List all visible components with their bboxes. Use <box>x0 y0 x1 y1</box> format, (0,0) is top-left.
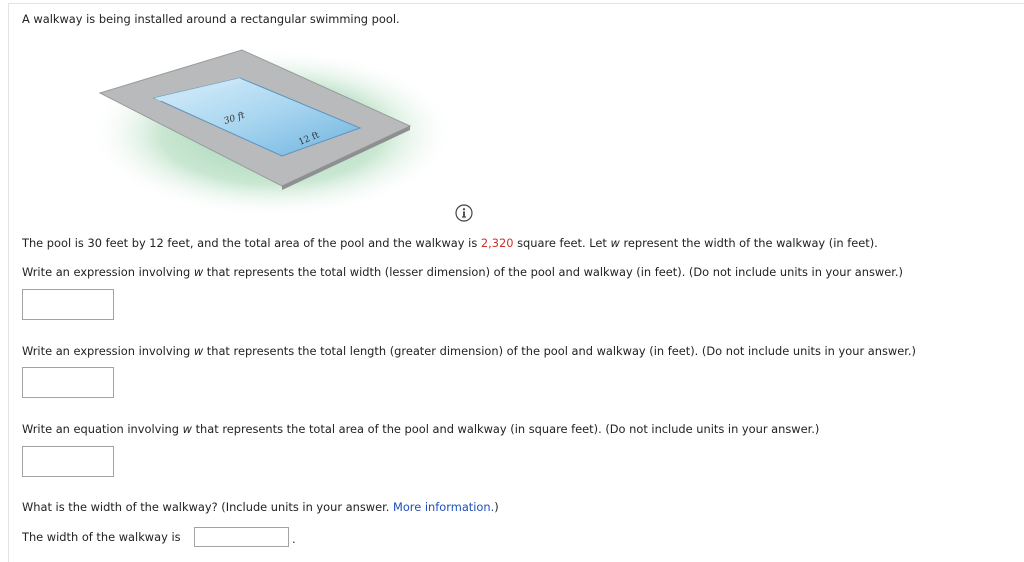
problem-text-1: The pool is 30 feet by 12 feet, and the total area of the pool and the walkway is <box>22 236 481 250</box>
question-3-pre: Write an equation involving <box>22 422 183 436</box>
panel-top-border <box>8 3 1024 4</box>
question-3-variable: w <box>182 422 192 436</box>
question-3-post: that represents the total area of the pool and walkway (in square feet). (Do not include units in your answer.) <box>191 422 820 436</box>
question-3 <box>22 422 819 436</box>
pool-figure <box>92 48 462 223</box>
answer-line-label: The width of the walkway is <box>22 530 181 544</box>
total-area-value: 2,320 <box>480 236 514 250</box>
problem-variable: w <box>610 236 620 250</box>
final-question <box>22 500 499 514</box>
more-information-link[interactable]: More information. <box>393 500 495 514</box>
problem-text-2: square feet. Let <box>513 236 611 250</box>
pool-length-label: 30 ft <box>222 110 247 127</box>
final-question-text: What is the width of the walkway? (Include units in your answer. <box>22 500 394 514</box>
question-2-pre: Write an expression involving <box>22 344 194 358</box>
problem-statement <box>22 236 878 250</box>
pool-width-label: 12 ft <box>297 130 321 148</box>
total-area-equation-input[interactable] <box>22 446 114 477</box>
question-1-post: that represents the total width (lesser dimension) of the pool and walkway (in feet). (Do not include units in your answer.) <box>203 265 903 279</box>
question-1 <box>22 265 903 279</box>
question-2-post: that represents the total length (greater dimension) of the pool and walkway (in feet). (Do not include units in your answer.) <box>203 344 916 358</box>
panel-left-border <box>8 3 9 562</box>
problem-text-3: represent the width of the walkway (in feet). <box>619 236 878 250</box>
question-1-pre: Write an expression involving <box>22 265 194 279</box>
walkway-width-input[interactable] <box>194 527 289 547</box>
total-width-input[interactable] <box>22 289 114 320</box>
answer-line-period: . <box>292 532 296 546</box>
final-question-close: ) <box>494 500 499 514</box>
question-2 <box>22 344 916 358</box>
intro-text: A walkway is being installed around a rectangular swimming pool. <box>22 12 400 26</box>
total-length-input[interactable] <box>22 367 114 398</box>
question-2-variable: w <box>193 344 204 358</box>
question-1-variable: w <box>193 265 204 279</box>
info-icon[interactable] <box>455 204 473 222</box>
